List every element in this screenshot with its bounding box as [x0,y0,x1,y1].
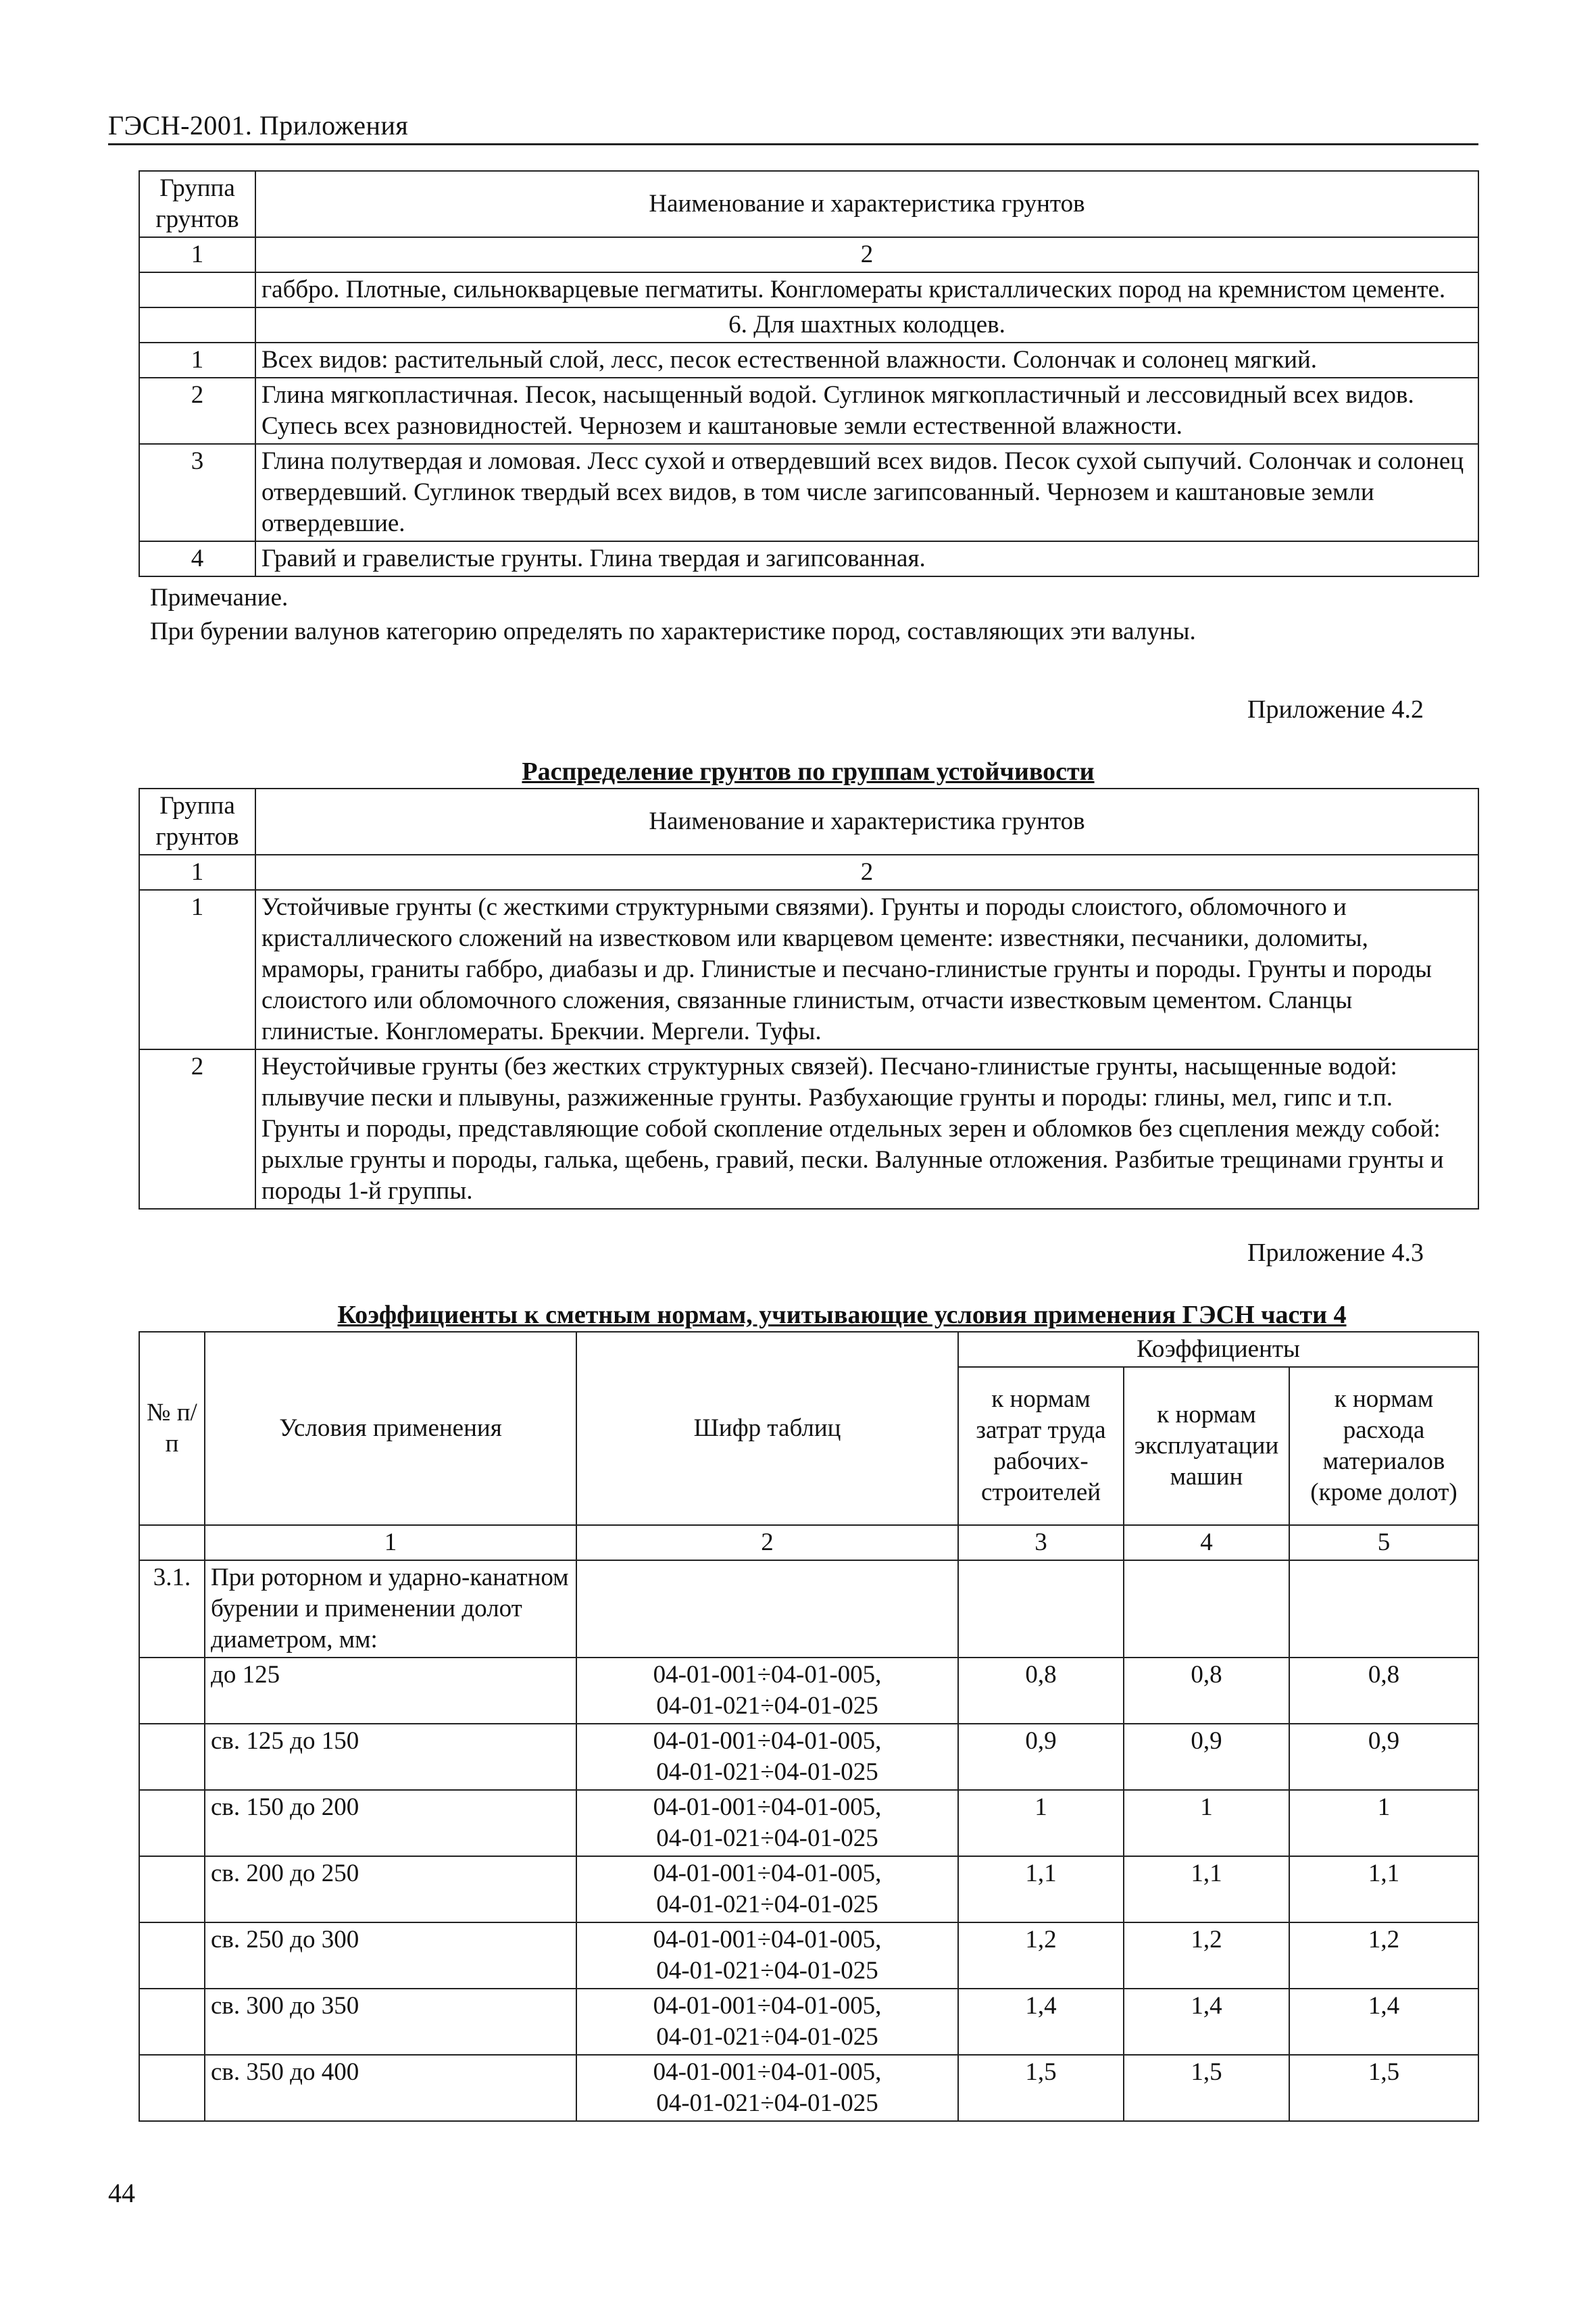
coef-labor-cell: 0,9 [958,1724,1124,1790]
note-text: При бурении валунов категорию определять по характеристике пород, составляющих эти валуны. [150,618,1196,645]
empty-cell [139,1724,205,1790]
col-header-group: Группа грунтов [139,171,255,237]
coef-labor-cell: 0,8 [958,1658,1124,1724]
code-cell [576,1856,958,1922]
group-number: 1 [139,343,255,378]
group-description: Всех видов: растительный слой, лесс, песок естественной влажности. Солончак и солонец мягкий. [255,343,1478,378]
coef-materials-cell: 0,8 [1289,1658,1478,1724]
group-description: Глина полутвердая и ломовая. Лесс сухой и отвердевший всех видов. Песок сухой сыпучий. Солончак и солонец отвердевший. Суглинок твердый всех видов, в том числе загипсованный. Чернозем и каштановые земли отвердевшие. [255,444,1478,541]
coef-machines-cell: 1,4 [1124,1989,1289,2055]
group-number: 4 [139,541,255,576]
table-row [139,1856,1478,1922]
col-number: 5 [1289,1525,1478,1560]
condition-cell: св. 250 до 300 [205,1922,576,1989]
col-header-coef-machines: к нормам эксплуатации машин [1124,1367,1289,1525]
table-row [139,1724,1478,1790]
soil-groups-table [139,170,1479,577]
col-number [139,1525,205,1560]
coef-machines-cell: 1,2 [1124,1922,1289,1989]
col-header-code: Шифр таблиц [576,1332,958,1525]
coef-labor-cell: 1 [958,1790,1124,1856]
continuation-text: габбро. Плотные, сильнокварцевые пегматиты. Конгломераты кристаллических пород на кремнистом цементе. [255,272,1478,307]
group-number: 2 [139,378,255,444]
appendix-4-3-title: Коэффициенты к сметным нормам, учитывающие условия применения ГЭСН части 4 [337,1301,1347,1329]
col-header-name: Наименование и характеристика грунтов [255,789,1478,855]
group-number: 1 [139,890,255,1049]
col-header-group: Группа грунтов [139,789,255,855]
code-line: 04-01-021÷04-01-025 [656,2023,878,2051]
col-number: 2 [255,237,1478,272]
coef-machines-cell: 1,5 [1124,2055,1289,2121]
coef-materials-cell: 1,5 [1289,2055,1478,2121]
col-header-name: Наименование и характеристика грунтов [255,171,1478,237]
stability-groups-table [139,788,1479,1210]
col-header-coef-materials: к нормам расхода материалов (кроме долот) [1289,1367,1478,1525]
code-cell [576,1922,958,1989]
coef-materials-cell: 1 [1289,1790,1478,1856]
empty-cell [139,1856,205,1922]
empty-cell [1124,1560,1289,1658]
appendix-4-2-title: Распределение грунтов по группам устойчивости [522,757,1095,786]
group-description: Неустойчивые грунты (без жестких структурных связей). Песчано-глинистые грунты, насыщенные водой: плывучие пески и плывуны, разжиженные грунты. Разбухающие грунты и породы: глины, мел, гипс и т.п. Грунты и породы, представляющие собой скопление отдельных зерен и обломков без сцепления между собой: рыхлые грунты и породы, галька, щебень, гравий, пески. Валунные отложения. Разбитые трещинами грунты и породы 1-й группы. [255,1049,1478,1209]
table-row [139,1658,1478,1724]
coef-labor-cell: 1,4 [958,1989,1124,2055]
page-number: 44 [108,2178,135,2208]
group-description: Глина мягкопластичная. Песок, насыщенный водой. Суглинок мягкопластичный и лессовидный всех видов. Супесь всех разновидностей. Чернозем и каштановые земли естественной влажности. [255,378,1478,444]
table-row [139,1922,1478,1989]
coef-machines-cell: 0,8 [1124,1658,1289,1724]
group-conditions: При роторном и ударно-канатном бурении и применении долот диаметром, мм: [205,1560,576,1658]
code-line: 04-01-001÷04-01-005, [653,1992,882,2020]
code-cell [576,1790,958,1856]
code-line: 04-01-021÷04-01-025 [656,1758,878,1786]
coef-machines-cell: 1,1 [1124,1856,1289,1922]
col-header-num: № п/п [139,1332,205,1525]
code-line: 04-01-021÷04-01-025 [656,2089,878,2117]
empty-cell [139,2055,205,2121]
empty-cell [958,1560,1124,1658]
col-number: 1 [205,1525,576,1560]
empty-cell [139,1790,205,1856]
empty-cell [139,1989,205,2055]
table-row [139,2055,1478,2121]
code-line: 04-01-001÷04-01-005, [653,1926,882,1953]
empty-cell [139,1658,205,1724]
code-line: 04-01-001÷04-01-005, [653,2058,882,2086]
coef-materials-cell: 1,1 [1289,1856,1478,1922]
table-row [139,1989,1478,2055]
coefficients-rows [139,1658,1478,2121]
col-number: 4 [1124,1525,1289,1560]
code-cell [576,1658,958,1724]
empty-cell [139,307,255,343]
empty-cell [1289,1560,1478,1658]
col-number: 2 [255,855,1478,890]
empty-cell [576,1560,958,1658]
col-header-conditions: Условия применения [205,1332,576,1525]
appendix-4-3-label: Приложение 4.3 [1247,1239,1424,1267]
coefficients-table [139,1331,1479,2122]
code-line: 04-01-001÷04-01-005, [653,1793,882,1821]
col-number: 3 [958,1525,1124,1560]
condition-cell: св. 200 до 250 [205,1856,576,1922]
code-line: 04-01-021÷04-01-025 [656,1891,878,1918]
condition-cell: св. 150 до 200 [205,1790,576,1856]
note-label: Примечание. [150,584,289,612]
code-line: 04-01-001÷04-01-005, [653,1860,882,1887]
group-number: 2 [139,1049,255,1209]
code-line: 04-01-021÷04-01-025 [656,1824,878,1852]
coef-labor-cell: 1,1 [958,1856,1124,1922]
col-number: 1 [139,237,255,272]
col-header-coef-labor: к нормам затрат труда рабочих-строителей [958,1367,1124,1525]
running-head: ГЭСН-2001. Приложения [108,110,409,141]
col-header-coefficients: Коэффициенты [958,1332,1478,1367]
header-rule [108,143,1478,145]
section-title: 6. Для шахтных колодцев. [255,307,1478,343]
coef-materials-cell: 1,4 [1289,1989,1478,2055]
condition-cell: св. 300 до 350 [205,1989,576,2055]
empty-cell [139,1922,205,1989]
coef-labor-cell: 1,2 [958,1922,1124,1989]
code-cell [576,1989,958,2055]
table-row [139,1790,1478,1856]
col-number: 1 [139,855,255,890]
condition-cell: до 125 [205,1658,576,1724]
code-line: 04-01-001÷04-01-005, [653,1661,882,1689]
coef-machines-cell: 1 [1124,1790,1289,1856]
code-cell [576,1724,958,1790]
group-description: Гравий и гравелистые грунты. Глина твердая и загипсованная. [255,541,1478,576]
coef-labor-cell: 1,5 [958,2055,1124,2121]
coef-materials-cell: 0,9 [1289,1724,1478,1790]
row-number: 3.1. [139,1560,205,1658]
condition-cell: св. 350 до 400 [205,2055,576,2121]
group-description: Устойчивые грунты (с жесткими структурными связями). Грунты и породы слоистого, обломочного и кристаллического сложений на известковом или кварцевом цементе: известняки, песчаники, доломиты, мраморы, граниты габбро, диабазы и др. Глинистые и песчано-глинистые грунты и породы. Грунты и породы слоистого или обломочного сложения, связанные глинистым, отчасти известковым цементом. Сланцы глинистые. Конгломераты. Брекчии. Мергели. Туфы. [255,890,1478,1049]
code-line: 04-01-021÷04-01-025 [656,1692,878,1720]
coef-machines-cell: 0,9 [1124,1724,1289,1790]
appendix-4-2-label: Приложение 4.2 [1247,695,1424,724]
col-number: 2 [576,1525,958,1560]
group-number: 3 [139,444,255,541]
empty-cell [139,272,255,307]
condition-cell: св. 125 до 150 [205,1724,576,1790]
coef-materials-cell: 1,2 [1289,1922,1478,1989]
code-line: 04-01-001÷04-01-005, [653,1727,882,1755]
code-cell [576,2055,958,2121]
code-line: 04-01-021÷04-01-025 [656,1957,878,1985]
